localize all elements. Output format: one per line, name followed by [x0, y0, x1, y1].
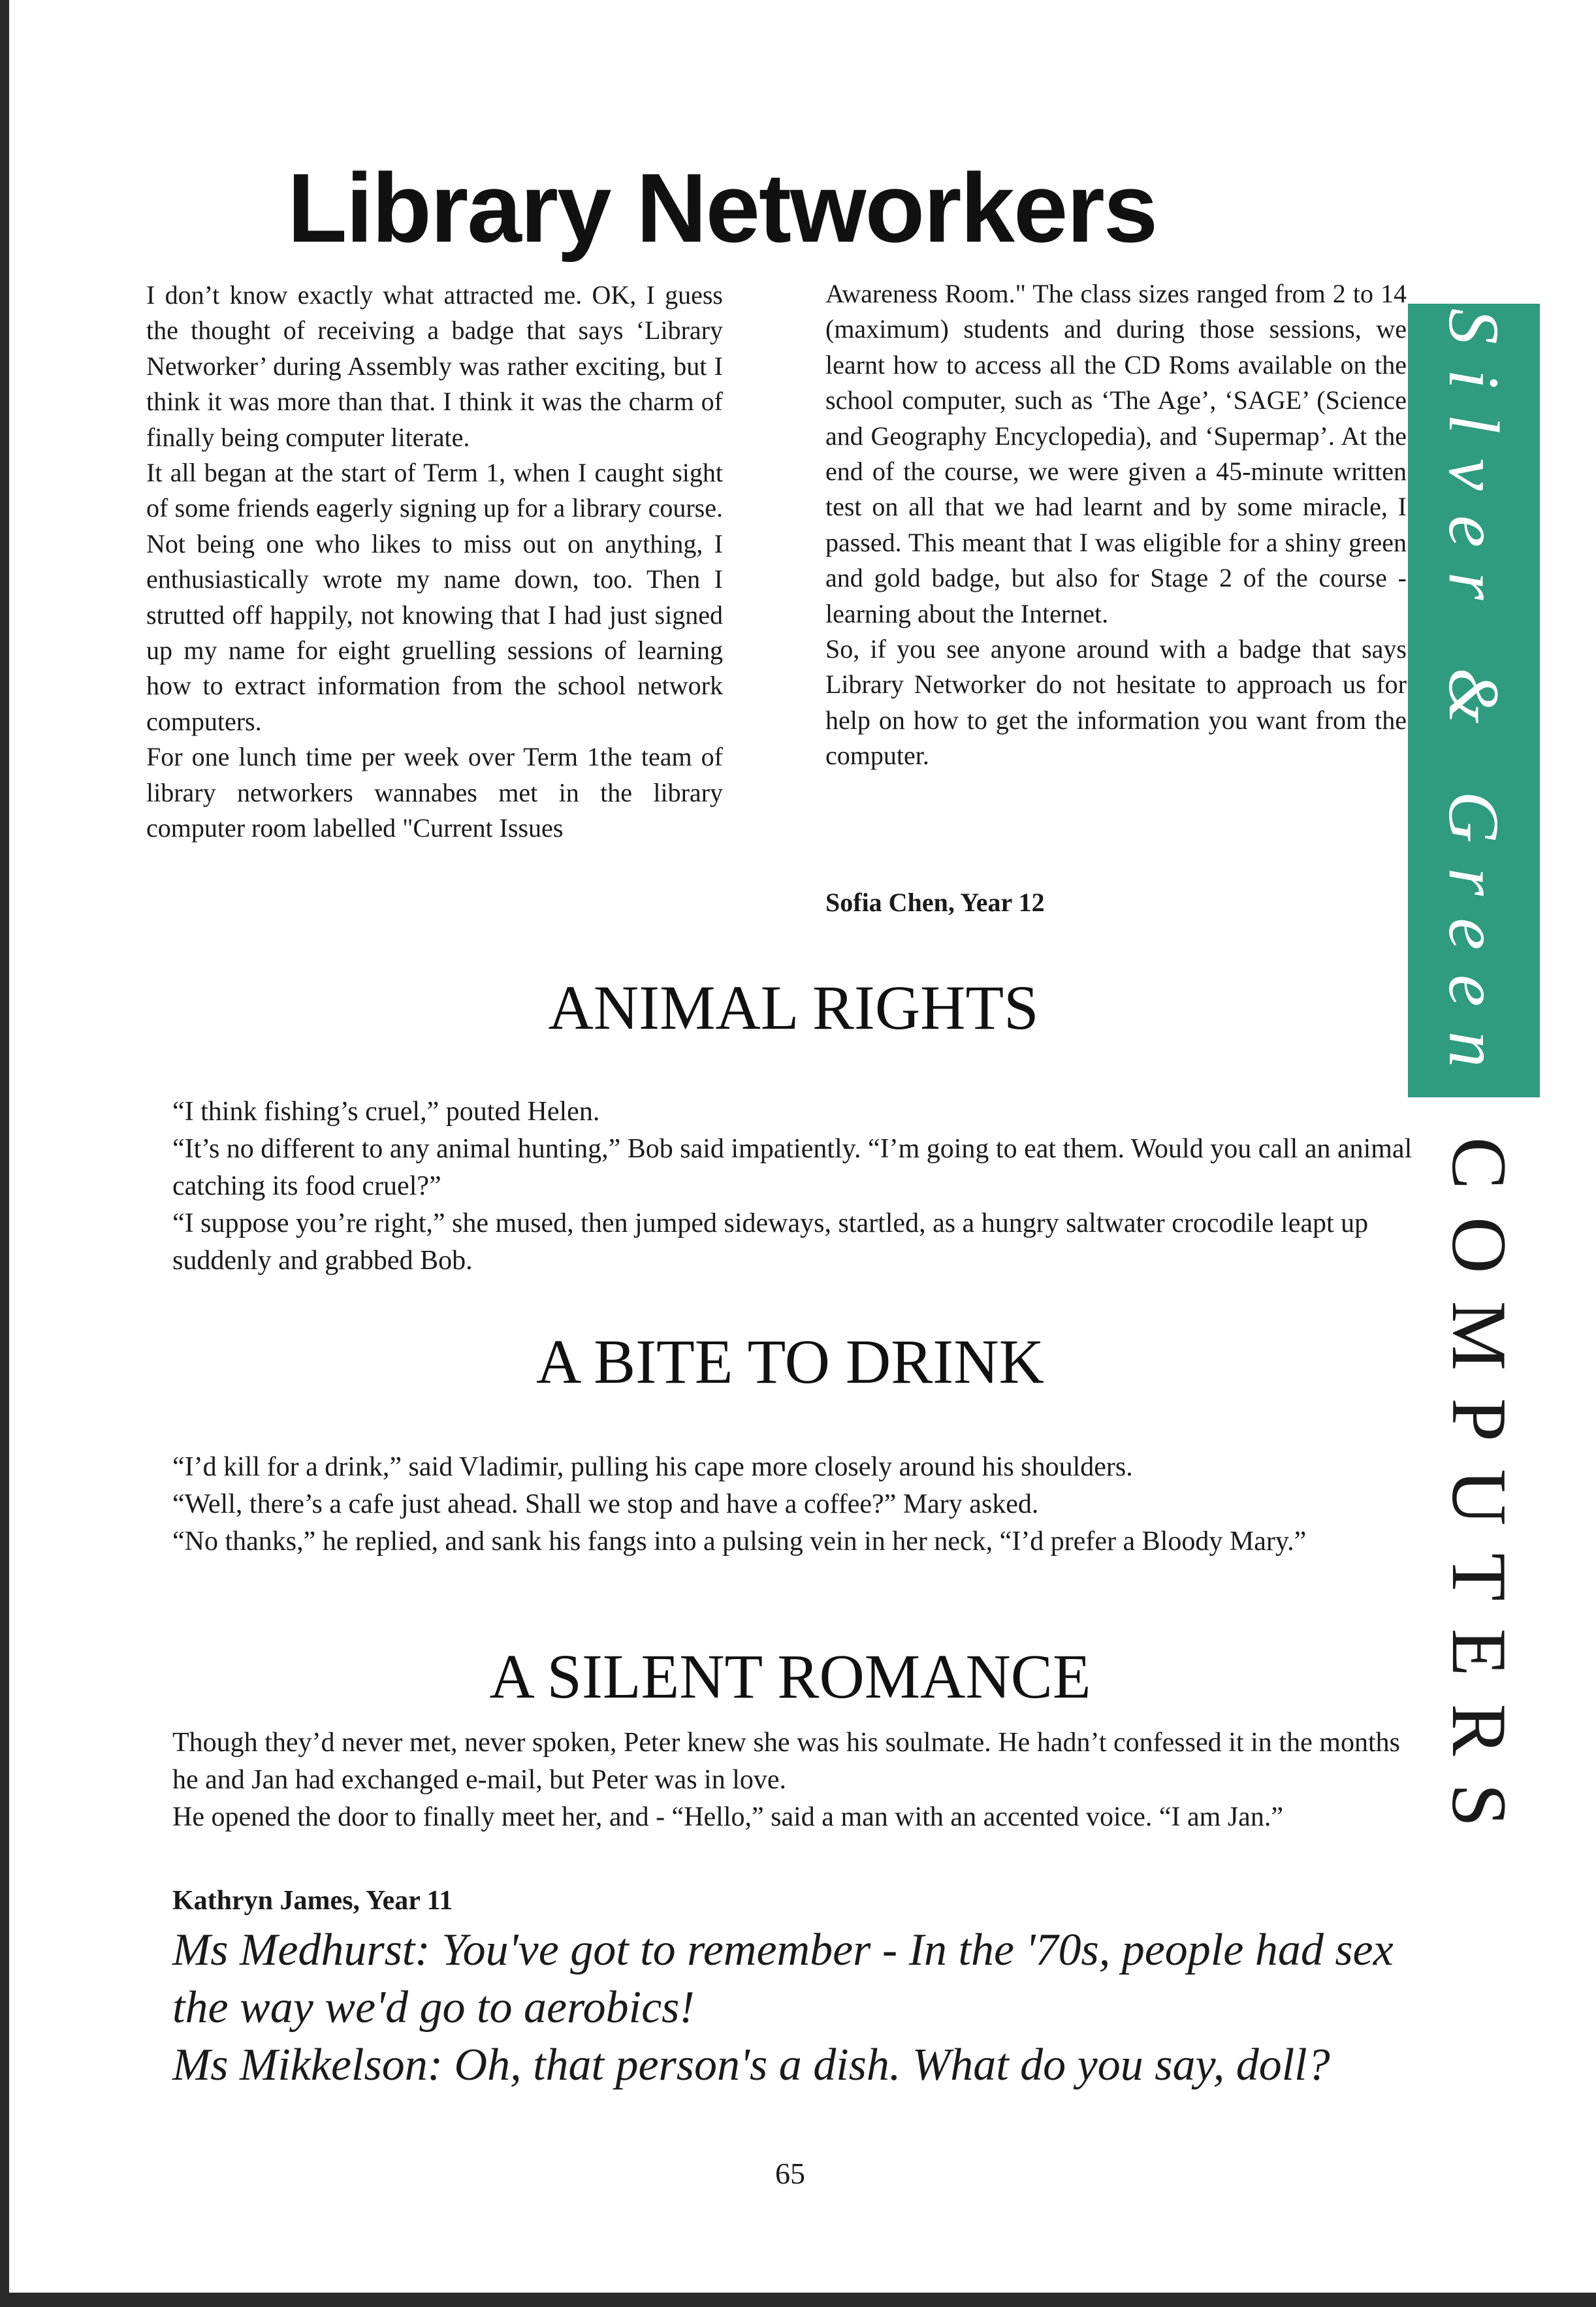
page-edge-left: [0, 0, 9, 2307]
staff-quotes: [172, 1922, 1407, 2094]
section-tab-label: Silver & Green: [1434, 308, 1514, 1092]
article-paragraph: For one lunch time per week over Term 1the team of library networkers wannabes met in the library computer room labelled "Current Issues: [146, 742, 723, 843]
quote: Ms Mikkelson: Oh, that person's a dish. What do you say, doll?: [172, 2040, 1330, 2090]
story-animal-rights: [172, 1093, 1413, 1280]
story-line: Though they’d never met, never spoken, Peter knew she was his soulmate. He hadn’t confessed it in the months he and Jan had exchanged e-mail, but Peter was in love.: [172, 1728, 1400, 1795]
story-line: He opened the door to finally meet her, and - “Hello,” said a man with an accented voice. “I am Jan.”: [172, 1802, 1283, 1832]
story-heading-animal-rights: ANIMAL RIGHTS: [548, 973, 1039, 1042]
story-bite-to-drink: [172, 1449, 1413, 1560]
article-paragraph: I don’t know exactly what attracted me. OK, I guess the thought of receiving a badge that says ‘Library Networker’ during Assembly was rather exciting, but I think it was more than that. I think it was the charm of finally being computer literate.: [146, 280, 723, 452]
article-left-column: [146, 278, 723, 847]
page-title: Library Networkers: [287, 153, 1157, 263]
quote: Ms Medhurst: You've got to remember - In the '70s, people had sex the way we'd go to aerobics!: [172, 1925, 1394, 2033]
section-label-computers: COMPUTERS: [1436, 1137, 1523, 1855]
article-paragraph: Awareness Room." The class sizes ranged from 2 to 14 (maximum) students and during those sessions, we learnt how to access all the CD Roms available on the school computer, such as ‘The Age’, ‘SAGE’ (Science and Geography Encyclopedia), and ‘Supermap’. At the end of the course, we were given a 45-minute written test on all that we had learnt and by some miracle, I passed. This meant that I was eligible for a shiny green and gold badge, but also for Stage 2 of the course - learning about the Internet.: [825, 279, 1407, 628]
page-edge-bottom: [0, 2293, 1596, 2307]
page-number: 65: [775, 2157, 805, 2190]
story-heading-silent-romance: A SILENT ROMANCE: [489, 1641, 1091, 1711]
story-line: “I think fishing’s cruel,” pouted Helen.: [172, 1097, 600, 1127]
story-silent-romance: [172, 1724, 1400, 1836]
article-byline: Sofia Chen, Year 12: [825, 888, 1045, 917]
story-line: “I’d kill for a drink,” said Vladimir, pulling his cape more closely around his shoulders.: [172, 1452, 1133, 1482]
story-line: “It’s no different to any animal hunting,” Bob said impatiently. “I’m going to eat them. Would you call an animal catching its food cruel?”: [172, 1134, 1412, 1201]
section-tab: [1408, 304, 1540, 1097]
stories-byline: Kathryn James, Year 11: [172, 1886, 453, 1916]
story-heading-bite-to-drink: A BITE TO DRINK: [536, 1327, 1044, 1396]
article-right-column: [825, 276, 1407, 774]
story-line: “Well, there’s a cafe just ahead. Shall we stop and have a coffee?” Mary asked.: [172, 1489, 1039, 1519]
story-line: “I suppose you’re right,” she mused, then jumped sideways, startled, as a hungry saltwater crocodile leapt up suddenly and grabbed Bob.: [172, 1208, 1369, 1276]
story-line: “No thanks,” he replied, and sank his fangs into a pulsing vein in her neck, “I’d prefer a Bloody Mary.”: [172, 1526, 1307, 1557]
article-paragraph: So, if you see anyone around with a badge that says Library Networker do not hesitate to approach us for help on how to get the information you want from the computer.: [825, 634, 1407, 771]
article-paragraph: It all began at the start of Term 1, when I caught sight of some friends eagerly signing up for a library course. Not being one who likes to miss out on anything, I enthusiastically wrote my name down, too. Then I strutted off happily, not knowing that I had just signed up my name for eight gruelling sessions of learning how to extract information from the school network computers.: [146, 458, 723, 736]
